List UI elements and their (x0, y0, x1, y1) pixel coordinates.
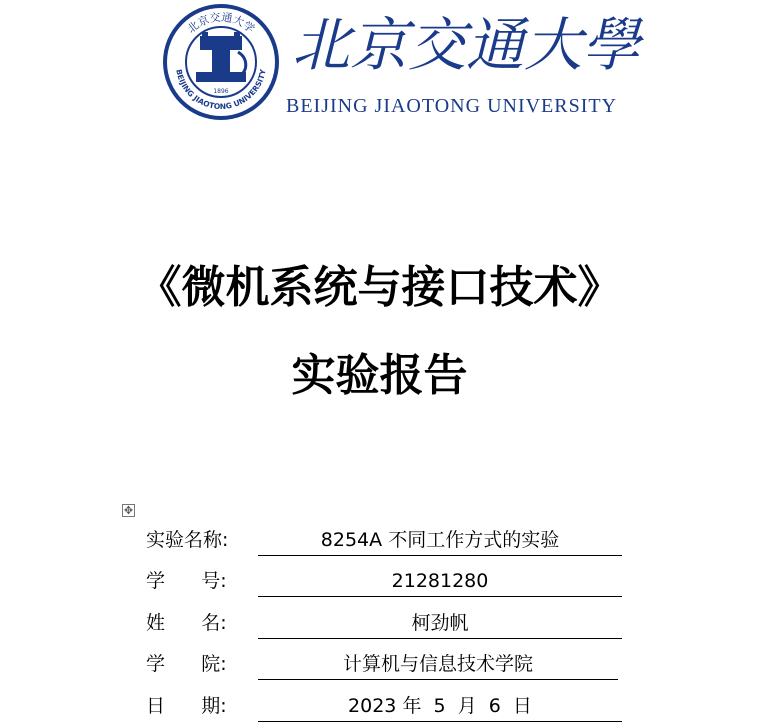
info-row-date (146, 691, 626, 721)
college-value: 计算机与信息技术学院 (258, 649, 618, 680)
course-title: 《微机系统与接口技术》 (137, 262, 622, 313)
university-name-en: BEIJING JIAOTONG UNIVERSITY (286, 95, 618, 117)
experiment-name-label: 实验名称: (146, 529, 229, 551)
student-id-value: 21281280 (258, 566, 622, 597)
university-seal-logo (160, 2, 282, 122)
info-row-student-id (146, 566, 626, 596)
report-title: 实验报告 (291, 350, 468, 401)
student-id-label: 学 号: (146, 570, 227, 592)
college-label: 学 院: (146, 653, 227, 675)
name-value: 柯劲帆 (258, 608, 622, 639)
move-anchor-icon[interactable]: ✥ (123, 504, 134, 517)
seal-year: 1896 (213, 88, 229, 95)
seal-name-cn: 北京交通大学 (184, 10, 258, 36)
experiment-name-value: 8254A 不同工作方式的实验 (258, 525, 622, 556)
university-name-cn: 北京交通大學 (292, 11, 641, 79)
name-label: 姓 名: (146, 612, 227, 634)
info-row-experiment-name (146, 525, 626, 555)
info-row-name (146, 608, 626, 638)
seal-ring-text: BEIJING JIAOTONG UNIVERSITY (174, 68, 268, 112)
date-label: 日 期: (146, 695, 227, 717)
info-row-college (146, 649, 626, 679)
date-value: 2023 年 5 月 6 日 (258, 691, 622, 722)
university-header (160, 2, 641, 122)
